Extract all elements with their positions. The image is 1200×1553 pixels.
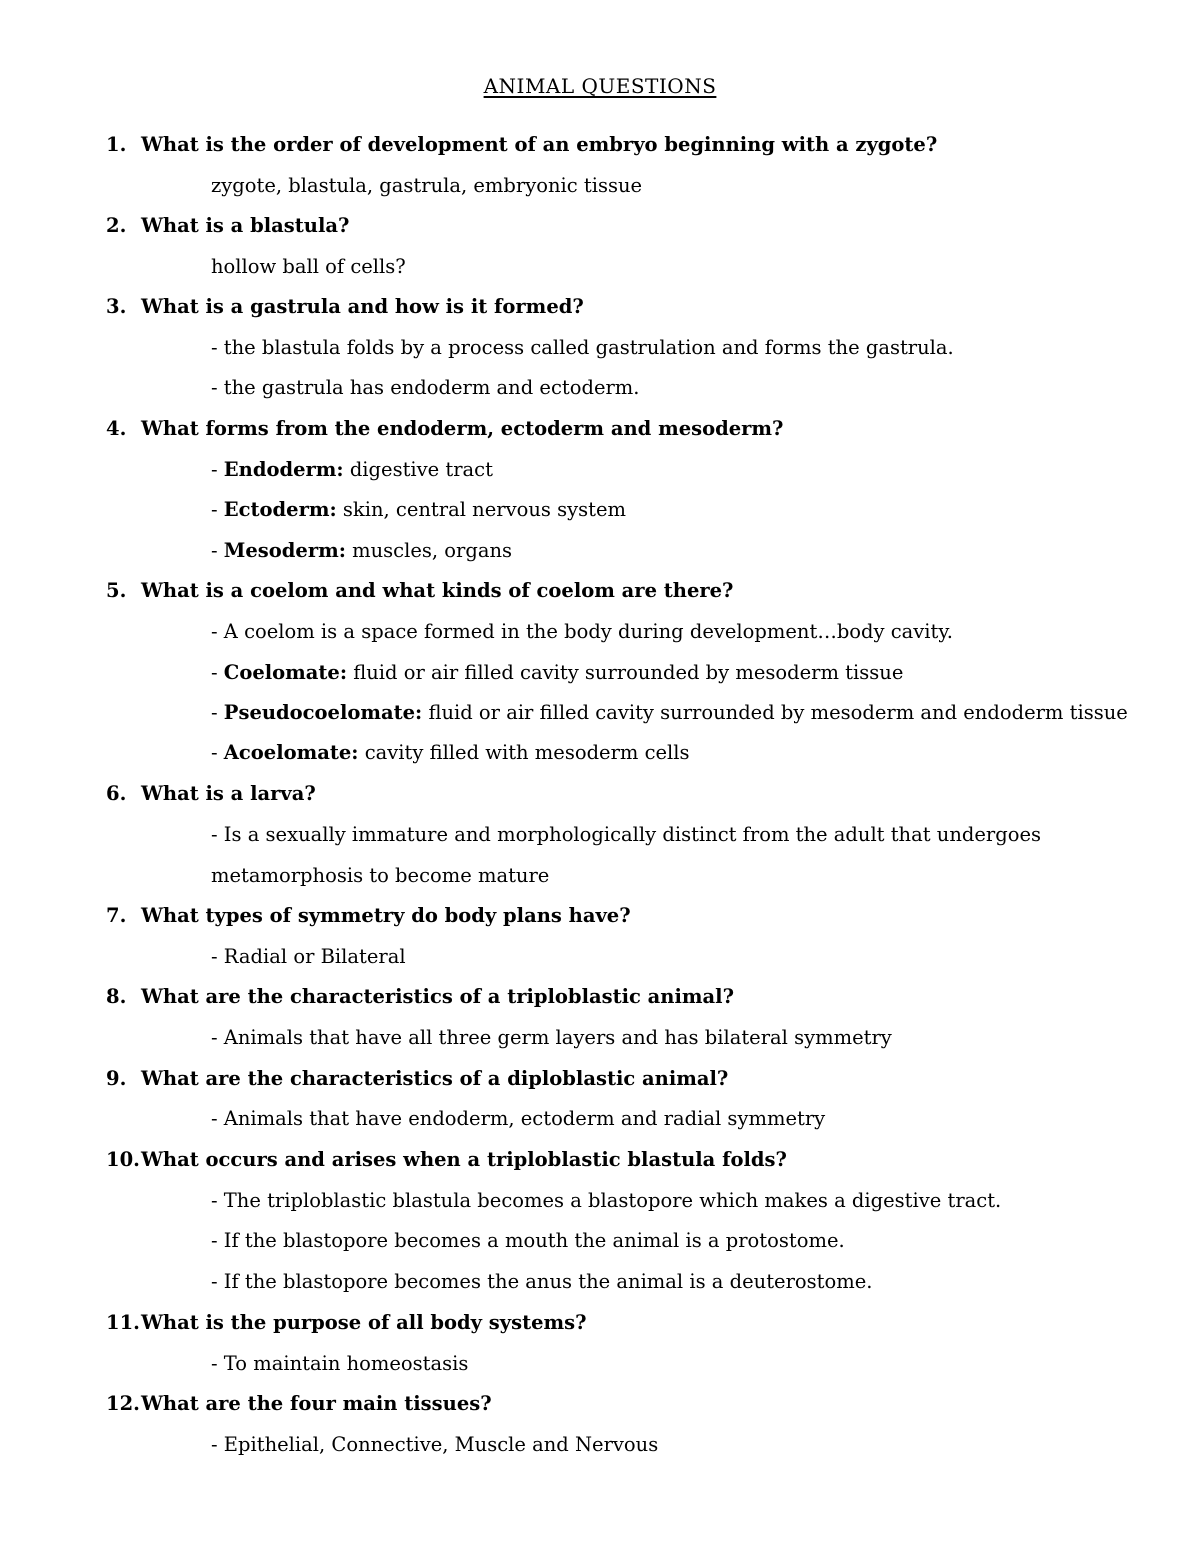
- question-6: [106, 780, 316, 808]
- answer-line: - If the blastopore becomes the anus the animal is a deuterostome.: [211, 1270, 873, 1293]
- question-9: [106, 1065, 728, 1093]
- answer-line: - Endoderm: digestive tract: [211, 458, 493, 481]
- question-text: What is a gastrula and how is it formed?: [141, 295, 584, 318]
- term: Ectoderm:: [223, 498, 337, 521]
- answer-line: - Ectoderm: skin, central nervous system: [211, 498, 626, 521]
- answer-line: - Radial or Bilateral: [211, 945, 406, 968]
- term: Mesoderm:: [223, 539, 346, 562]
- question-1: [106, 131, 937, 159]
- question-number: 7.: [106, 904, 127, 927]
- question-12: [106, 1390, 492, 1418]
- term: Coelomate:: [223, 661, 348, 684]
- question-text: What types of symmetry do body plans have?: [141, 904, 631, 927]
- question-text: What occurs and arises when a triploblastic blastula folds?: [141, 1148, 787, 1171]
- question-text: What forms from the endoderm, ectoderm and mesoderm?: [141, 417, 784, 440]
- question-3: [106, 293, 584, 321]
- question-number: 2.: [106, 214, 127, 237]
- question-text: What is the purpose of all body systems?: [141, 1311, 587, 1334]
- question-8: [106, 983, 734, 1011]
- question-7: [106, 902, 631, 930]
- answer-line: - Pseudocoelomate: fluid or air filled cavity surrounded by mesoderm and endoderm tissue: [211, 701, 1128, 724]
- answer-line: - Is a sexually immature and morphologically distinct from the adult that undergoes: [211, 823, 1042, 846]
- term: Endoderm:: [223, 458, 344, 481]
- question-text: What is a larva?: [141, 782, 316, 805]
- question-number: 9.: [106, 1067, 127, 1090]
- answer-line: - The triploblastic blastula becomes a blastopore which makes a digestive tract.: [211, 1189, 1002, 1212]
- answer-line: - Epithelial, Connective, Muscle and Nervous: [211, 1433, 659, 1456]
- answer-line: - A coelom is a space formed in the body during development…body cavity.: [211, 620, 953, 643]
- answer-line: - Acoelomate: cavity filled with mesoderm cells: [211, 741, 690, 764]
- question-number: 3.: [106, 295, 127, 318]
- question-2: [106, 212, 349, 240]
- question-text: What is a coelom and what kinds of coelom are there?: [141, 579, 734, 602]
- term: Acoelomate:: [223, 741, 359, 764]
- question-number: 1.: [106, 133, 127, 156]
- question-5: [106, 577, 733, 605]
- question-number: 10.: [106, 1148, 140, 1171]
- answer-line: zygote, blastula, gastrula, embryonic tissue: [211, 174, 643, 197]
- page-title: ANIMAL QUESTIONS: [483, 74, 717, 98]
- question-text: What are the characteristics of a diploblastic animal?: [141, 1067, 729, 1090]
- question-number: 6.: [106, 782, 127, 805]
- question-text: What is the order of development of an embryo beginning with a zygote?: [141, 133, 938, 156]
- answer-line: - the gastrula has endoderm and ectoderm.: [211, 376, 640, 399]
- question-10: [106, 1146, 787, 1174]
- answer-line: metamorphosis to become mature: [211, 864, 550, 887]
- answer-line: - Coelomate: fluid or air filled cavity surrounded by mesoderm tissue: [211, 661, 904, 684]
- question-number: 8.: [106, 985, 127, 1008]
- question-number: 12.: [106, 1392, 140, 1415]
- question-number: 11.: [106, 1311, 140, 1334]
- question-number: 5.: [106, 579, 127, 602]
- term: Pseudocoelomate:: [223, 701, 423, 724]
- question-11: [106, 1309, 587, 1337]
- answer-line: - Animals that have endoderm, ectoderm and radial symmetry: [211, 1107, 826, 1130]
- answer-line: - If the blastopore becomes a mouth the animal is a protostome.: [211, 1229, 845, 1252]
- question-text: What are the four main tissues?: [141, 1392, 492, 1415]
- answer-line: hollow ball of cells?: [211, 255, 406, 278]
- answer-line: - To maintain homeostasis: [211, 1352, 469, 1375]
- question-number: 4.: [106, 417, 127, 440]
- answer-line: - the blastula folds by a process called gastrulation and forms the gastrula.: [211, 336, 954, 359]
- question-4: [106, 415, 783, 443]
- answer-line: - Mesoderm: muscles, organs: [211, 539, 513, 562]
- question-text: What are the characteristics of a triploblastic animal?: [141, 985, 734, 1008]
- answer-line: - Animals that have all three germ layers and has bilateral symmetry: [211, 1026, 892, 1049]
- question-text: What is a blastula?: [141, 214, 350, 237]
